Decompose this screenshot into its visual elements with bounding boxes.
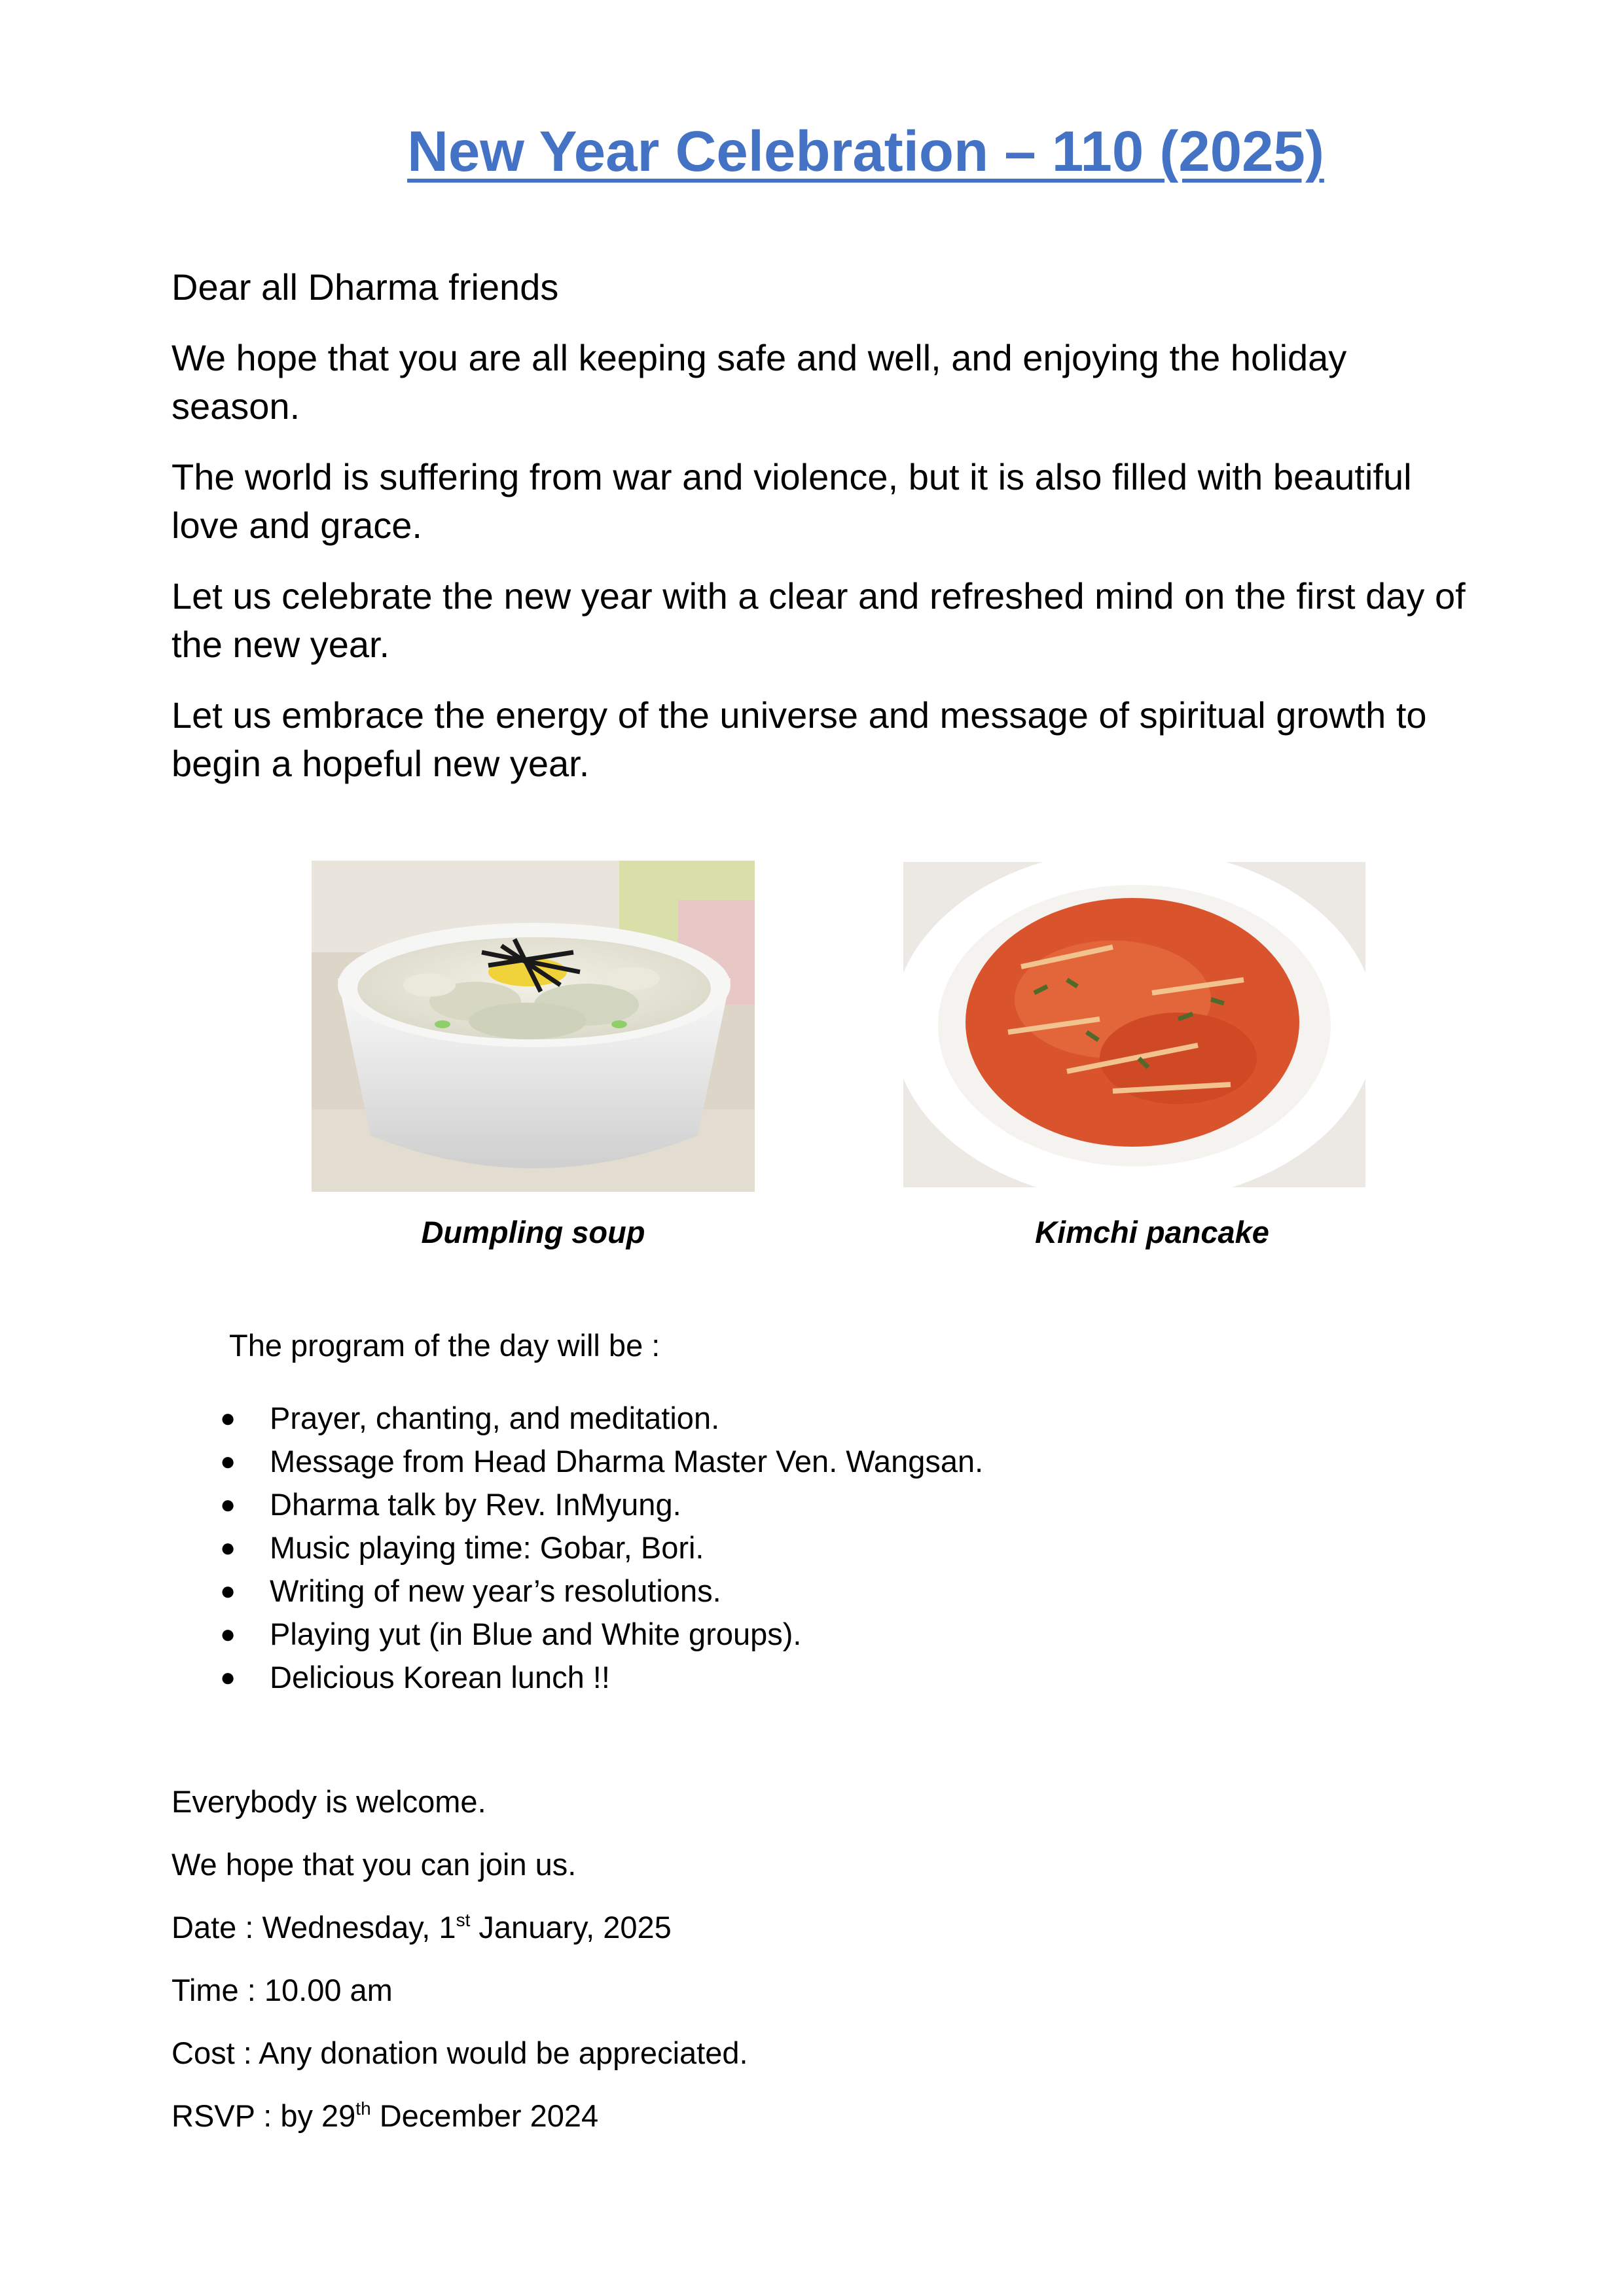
list-item xyxy=(216,1656,983,1699)
list-item-text: Dharma talk by Rev. InMyung. xyxy=(270,1487,681,1522)
intro-paragraph-4: Let us embrace the energy of the universe and message of spiritual growth to begin a hopeful new year. xyxy=(171,694,1427,784)
greeting: Dear all Dharma friends xyxy=(171,266,559,308)
program-intro: The program of the day will be : xyxy=(229,1328,660,1363)
intro-paragraph-3: Let us celebrate the new year with a clear and refreshed mind on the first day of the new year. xyxy=(171,575,1466,665)
list-item xyxy=(216,1613,983,1656)
page-title-wrap xyxy=(0,119,1624,185)
intro-paragraph-1: We hope that you are all keeping safe and well, and enjoying the holiday season. xyxy=(171,337,1347,427)
list-item-text: Music playing time: Gobar, Bori. xyxy=(270,1530,704,1565)
list-item-text: Playing yut (in Blue and White groups). xyxy=(270,1617,802,1651)
date-superscript: st xyxy=(456,1910,471,1930)
date-prefix: Date : Wednesday, 1 xyxy=(171,1910,456,1945)
rsvp-prefix: RSVP : by 29 xyxy=(171,2098,356,2133)
rsvp-suffix: December 2024 xyxy=(370,2098,599,2133)
list-item-text: Message from Head Dharma Master Ven. Wangsan. xyxy=(270,1444,984,1479)
list-item-text: Delicious Korean lunch !! xyxy=(270,1660,610,1695)
dumpling-soup-photo xyxy=(312,861,755,1192)
bullet-icon: ● xyxy=(220,1577,236,1605)
bullet-icon: ● xyxy=(220,1534,236,1562)
bullet-icon: ● xyxy=(220,1620,236,1649)
cost-line: Cost : Any donation would be appreciated. xyxy=(171,2036,748,2070)
list-item-text: Prayer, chanting, and meditation. xyxy=(270,1401,720,1435)
join-line: We hope that you can join us. xyxy=(171,1847,577,1882)
list-item xyxy=(216,1483,983,1526)
page-title: New Year Celebration – 110 (2025) xyxy=(407,120,1324,183)
bullet-icon: ● xyxy=(220,1663,236,1692)
list-item xyxy=(216,1397,983,1440)
closing-section xyxy=(171,1770,748,2147)
bullet-icon: ● xyxy=(220,1404,236,1433)
list-item xyxy=(216,1526,983,1570)
rsvp-superscript: th xyxy=(355,2098,371,2119)
list-item xyxy=(216,1570,983,1613)
kimchi-pancake-photo xyxy=(903,862,1365,1187)
list-item xyxy=(216,1440,983,1483)
welcome-line: Everybody is welcome. xyxy=(171,1784,486,1819)
date-suffix: January, 2025 xyxy=(470,1910,672,1945)
rsvp-line xyxy=(171,2085,748,2147)
dumpling-soup-caption: Dumpling soup xyxy=(421,1215,645,1249)
list-item-text: Writing of new year’s resolutions. xyxy=(270,1573,721,1608)
kimchi-pancake-caption: Kimchi pancake xyxy=(1035,1215,1269,1249)
bullet-icon: ● xyxy=(220,1490,236,1519)
time-line: Time : 10.00 am xyxy=(171,1973,393,2007)
program-list xyxy=(216,1397,983,1699)
bullet-icon: ● xyxy=(220,1447,236,1476)
intro-section xyxy=(171,263,1468,810)
date-line xyxy=(171,1896,748,1959)
intro-paragraph-2: The world is suffering from war and violence, but it is also filled with beautiful love and grace. xyxy=(171,456,1412,546)
